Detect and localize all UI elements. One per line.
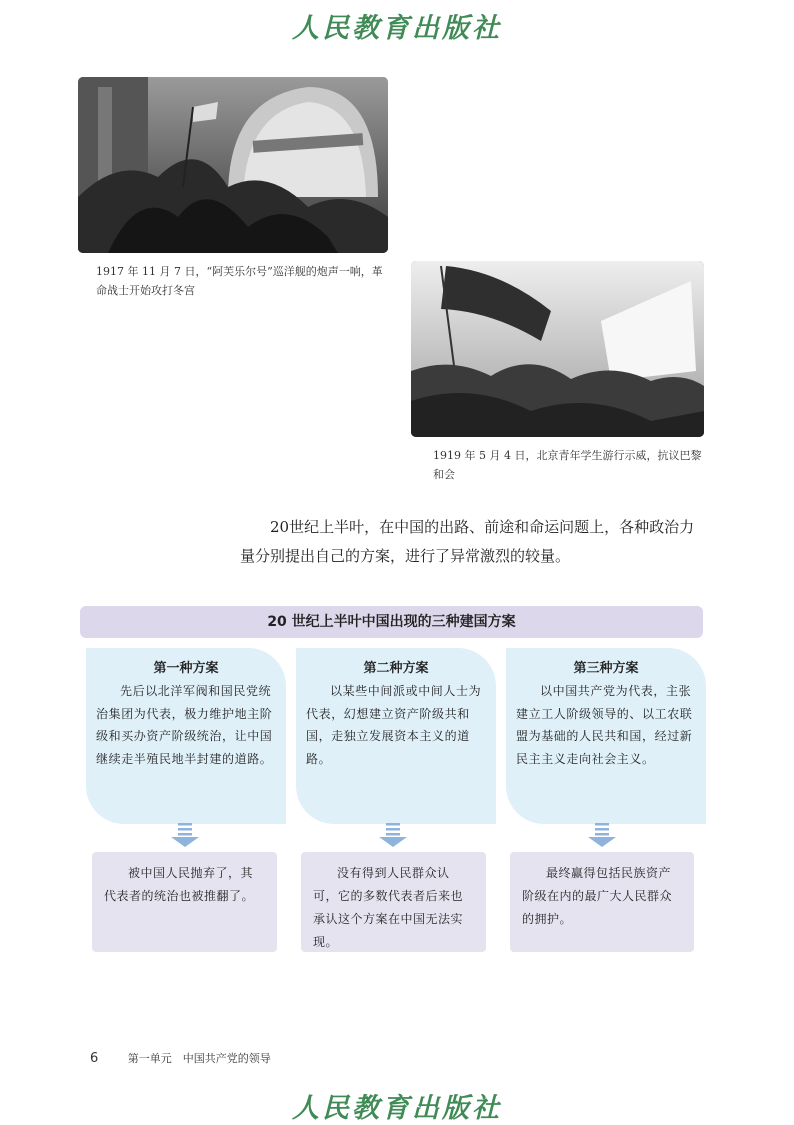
publisher-logo-bottom: 人民教育出版社 bbox=[292, 1093, 502, 1124]
plan-text: 以某些中间派或中间人士为代表，幻想建立资产阶级共和国，走独立发展资本主义的道路。 bbox=[306, 684, 482, 766]
result-text: 没有得到人民群众认可，它的多数代表者后来也承认这个方案在中国无法实现。 bbox=[313, 866, 464, 949]
page-number: 6 bbox=[90, 1051, 99, 1066]
may-fourth-demonstration-photo bbox=[411, 261, 704, 437]
storming-winter-palace-photo bbox=[78, 77, 388, 253]
plan-card-2 bbox=[296, 648, 496, 824]
result-text: 最终赢得包括民族资产阶级在内的最广大人民群众的拥护。 bbox=[522, 866, 673, 926]
photo-caption-1: 1917 年 11 月 7 日，“阿芙乐尔号”巡洋舰的炮声一响，革命战士开始攻打冬宫 bbox=[96, 265, 383, 297]
section-banner: 20 世纪上半叶中国出现的三种建国方案 bbox=[80, 606, 703, 638]
plan-text: 以中国共产党为代表，主张建立工人阶级领导的、以工农联盟为基础的人民共和国，经过新民主主义走向社会主义。 bbox=[516, 684, 693, 766]
plan-title: 第三种方案 bbox=[573, 661, 639, 676]
plan-result-2 bbox=[301, 852, 486, 952]
plan-result-1 bbox=[92, 852, 277, 952]
down-arrow-icon bbox=[587, 823, 617, 847]
plan-title: 第二种方案 bbox=[363, 661, 429, 676]
down-arrow-icon bbox=[170, 823, 200, 847]
result-text: 被中国人民抛弃了，其代表者的统治也被推翻了。 bbox=[104, 866, 255, 903]
plan-result-3 bbox=[510, 852, 694, 952]
photo-caption-2: 1919 年 5 月 4 日，北京青年学生游行示威，抗议巴黎和会 bbox=[433, 449, 702, 481]
publisher-logo-top: 人民教育出版社 bbox=[292, 13, 502, 44]
down-arrow-icon bbox=[378, 823, 408, 847]
plan-title: 第一种方案 bbox=[153, 661, 219, 676]
plan-card-1 bbox=[86, 648, 286, 824]
unit-title: 第一单元 中国共产党的领导 bbox=[127, 1052, 271, 1065]
intro-paragraph: 20世纪上半叶，在中国的出路、前途和命运问题上，各种政治力量分别提出自己的方案，进行了异常激烈的较量。 bbox=[240, 518, 695, 565]
plan-text: 先后以北洋军阀和国民党统治集团为代表，极力维护地主阶级和买办资产阶级统治，让中国继续走半殖民地半封建的道路。 bbox=[96, 684, 273, 766]
plan-card-3 bbox=[506, 648, 706, 824]
page-footer bbox=[90, 1050, 271, 1066]
